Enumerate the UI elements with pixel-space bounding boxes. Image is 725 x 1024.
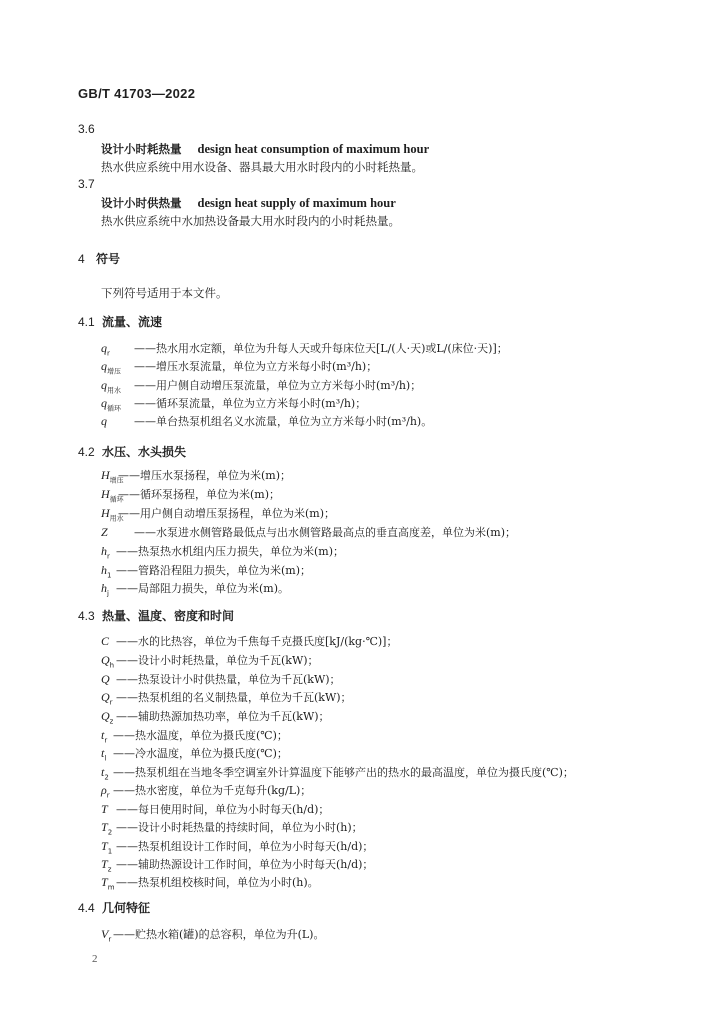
symbol-description: ——水泵进水侧管路最低点与出水侧管路最高点的垂直高度差，单位为米(m)；: [134, 526, 517, 539]
section-title: 符号: [96, 252, 121, 266]
term-en: design heat supply of maximum hour: [197, 196, 396, 210]
symbol: $h_1$: [101, 563, 112, 580]
symbol: $H_{增压}$: [101, 468, 124, 485]
symbol: $t_r$: [101, 728, 108, 745]
section-number: 4: [78, 252, 85, 266]
symbol-row: [101, 838, 373, 855]
symbol-row: [101, 671, 341, 688]
term-cn: 设计小时供热量: [101, 196, 182, 210]
symbol-description: ——热水密度，单位为千克每升(kg/L)；: [113, 784, 312, 797]
symbol-row: [101, 782, 311, 799]
symbol-row: [101, 395, 366, 413]
symbol-row: [101, 708, 330, 725]
term-cn: 设计小时耗热量: [101, 142, 182, 156]
symbol-row: [101, 874, 319, 891]
symbol: $T_m$: [101, 875, 115, 892]
symbol-row: [101, 377, 421, 395]
symbol-description: ——辅助热源设计工作时间，单位为小时每天(h/d)；: [116, 858, 374, 871]
standard-id: GB/T 41703—2022: [78, 86, 196, 101]
symbol-row: [101, 652, 319, 669]
symbol-description: ——热泵机组在当地冬季空调室外计算温度下能够产出的热水的最高温度，单位为摄氏度(℃)；: [113, 766, 574, 779]
symbol-row: [101, 926, 324, 943]
symbol: Z: [101, 525, 108, 539]
symbol-description: ——热泵设计小时供热量，单位为千瓦(kW)；: [116, 673, 341, 686]
symbol-row: [101, 801, 329, 818]
section-intro: 下列符号适用于本文件。: [101, 286, 228, 300]
symbol-row: [101, 856, 373, 873]
symbol-row: [101, 524, 516, 541]
term-entry: [101, 195, 396, 211]
subsection-heading: 4.3 热量、温度、密度和时间: [78, 609, 235, 623]
symbol-row: [101, 689, 352, 706]
symbol-description: ——每日使用时间，单位为小时每天(h/d)；: [116, 803, 330, 816]
symbol-description: ——热泵热水机组内压力损失，单位为米(m)；: [116, 545, 345, 558]
symbol: $q_{循环}$: [101, 396, 121, 413]
symbol-description: ——热泵机组校核时间，单位为小时(h)。: [116, 876, 319, 889]
symbol-row: [101, 505, 335, 523]
symbol-description: ——热泵机组设计工作时间，单位为小时每天(h/d)；: [116, 840, 374, 853]
symbol-description: ——循环泵流量，单位为立方米每小时(m³/h)；: [134, 397, 367, 410]
symbol: $T_z$: [101, 857, 112, 874]
symbol: $Q_z$: [101, 709, 114, 726]
symbol-description: ——贮热水箱(罐)的总容积，单位为升(L)。: [113, 928, 325, 941]
symbol-description: ——循环泵扬程，单位为米(m)；: [118, 488, 281, 501]
clause-number: 3.6: [78, 122, 95, 136]
symbol-row: [101, 340, 508, 357]
symbol-row: [101, 727, 288, 744]
symbol-row: [101, 467, 291, 485]
symbol-description: ——水的比热容，单位为千焦每千克摄氏度[kJ/(kg·℃)]；: [116, 635, 398, 648]
symbol: $t_2$: [101, 765, 109, 782]
term-definition: 热水供应系统中用水设备、器具最大用水时段内的小时耗热量。: [101, 160, 423, 174]
symbol-description: ——管路沿程阻力损失，单位为米(m)；: [116, 564, 312, 577]
symbol-description: ——用户侧自动增压泵扬程，单位为米(m)；: [118, 507, 336, 520]
subsection-heading: 4.4 几何特征: [78, 901, 151, 915]
symbol: $q_{增压}$: [101, 359, 121, 376]
subsection-heading: 4.1 流量、流速: [78, 315, 163, 329]
symbol-row: [101, 413, 432, 430]
symbol: $V_r$: [101, 927, 112, 944]
symbol: $h_r$: [101, 544, 110, 561]
symbol: Q: [101, 672, 110, 686]
symbol: $T_1$: [101, 839, 113, 856]
symbol: $q_r$: [101, 341, 110, 358]
symbol: $Q_h$: [101, 653, 115, 670]
symbol: C: [101, 634, 110, 648]
section-heading: [78, 250, 120, 267]
symbol-row: [101, 543, 344, 560]
term-entry: [101, 141, 429, 157]
symbol-description: ——单台热泵机组名义水流量，单位为立方米每小时(m³/h)。: [134, 415, 433, 428]
symbol: $H_{用水}$: [101, 506, 124, 523]
symbol-description: ——热泵机组的名义制热量，单位为千瓦(kW)；: [116, 691, 352, 704]
symbol-row: [101, 562, 311, 579]
symbol-description: ——冷水温度，单位为摄氏度(℃)；: [113, 747, 288, 760]
symbol-row: [101, 745, 288, 762]
symbol-row: [101, 358, 377, 376]
symbol: $t_l$: [101, 746, 107, 763]
symbol-description: ——设计小时耗热量，单位为千瓦(kW)；: [116, 654, 319, 667]
symbol: T: [101, 802, 108, 816]
symbol-row: [101, 819, 363, 836]
symbol-row: [101, 580, 289, 597]
symbol: $q_{用水}$: [101, 378, 121, 395]
symbol-row: [101, 633, 397, 650]
term-definition: 热水供应系统中水加热设备最大用水时段内的小时耗热量。: [101, 214, 400, 228]
symbol-description: ——增压水泵扬程，单位为米(m)；: [118, 469, 292, 482]
symbol-description: ——增压水泵流量，单位为立方米每小时(m³/h)；: [134, 360, 378, 373]
term-en: design heat consumption of maximum hour: [197, 142, 430, 156]
symbol-description: ——局部阻力损失，单位为米(m)。: [116, 582, 290, 595]
subsection-heading: 4.2 水压、水头损失: [78, 445, 187, 459]
clause-number: 3.7: [78, 177, 95, 191]
symbol-description: ——辅助热源加热功率，单位为千瓦(kW)；: [116, 710, 330, 723]
page-number: 2: [92, 953, 98, 965]
symbol-description: ——用户侧自动增压泵流量，单位为立方米每小时(m³/h)；: [134, 379, 422, 392]
symbol-row: [101, 764, 574, 781]
symbol-description: ——热水用水定额，单位为升每人天或升每床位天[L/(人·天)或L/(床位·天)]；: [134, 342, 508, 355]
symbol-description: ——热水温度，单位为摄氏度(℃)；: [113, 729, 288, 742]
symbol-description: ——设计小时耗热量的持续时间，单位为小时(h)；: [116, 821, 363, 834]
symbol: q: [101, 414, 107, 428]
symbol: $Q_r$: [101, 690, 113, 707]
symbol: $T_2$: [101, 820, 113, 837]
symbol: $H_{循环}$: [101, 487, 124, 504]
symbol-row: [101, 486, 280, 504]
symbol: $h_j$: [101, 581, 109, 598]
symbol: $\rho_r$: [101, 783, 110, 800]
